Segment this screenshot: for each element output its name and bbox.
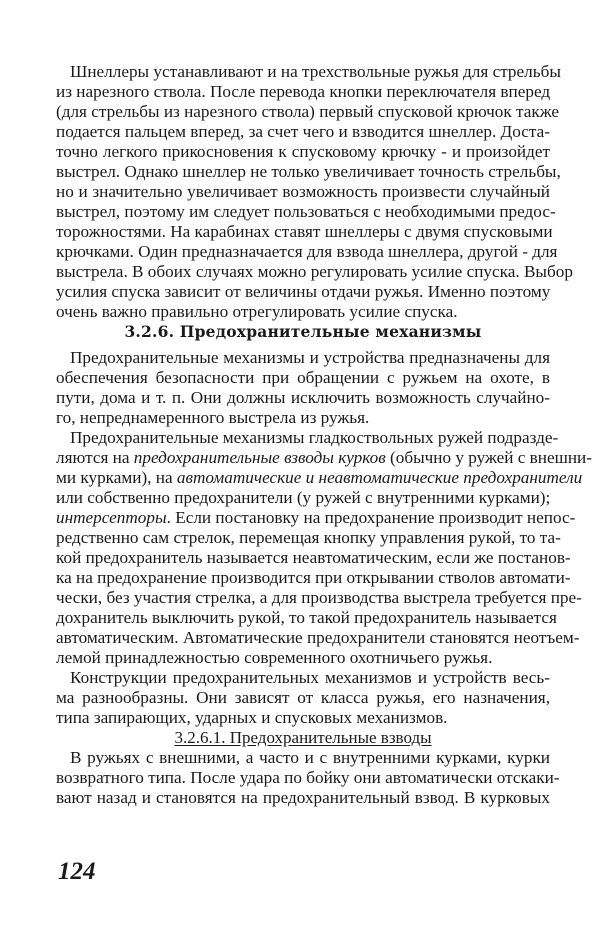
text-segment: Конструкции предохранительных механизмов и устройств весь- [70, 668, 550, 687]
text-segment: Предохранительные механизмы и устройства предназначены для [70, 348, 550, 367]
text-segment: обеспечения безопасности при обращении с ружьем на охоте, в [56, 368, 550, 387]
text-segment: редственно сам стрелок, перемещая кнопку управления рукой, то та- [56, 528, 561, 547]
text-segment: очень важно правильно отрегулировать усилие спуска. [56, 302, 458, 321]
text-segment: типа запирающих, ударных и спусковых механизмов. [56, 708, 448, 727]
text-line [56, 162, 561, 182]
text-segment: чески, без участия стрелка, а для производства выстрела требуется пре- [56, 588, 582, 607]
text-line [56, 122, 550, 142]
text-line [56, 528, 561, 548]
text-line [56, 708, 550, 728]
text-line [56, 182, 550, 202]
heading-text: 3.2.6.1. Предохранительные взводы [174, 728, 432, 747]
text-segment: дохранитель выключить рукой, то такой предохранитель называется [56, 608, 557, 627]
text-line [56, 668, 550, 688]
text-line [56, 368, 550, 388]
text-segment: или собственно предохранители (у ружей с внутренними курками); [56, 488, 551, 507]
text-segment: выстрел, поэтому им следует пользоваться с необходимыми предос- [56, 202, 556, 221]
text-segment: (для стрельбы из нарезного ствола) первый спусковой крючок также [56, 102, 559, 121]
text-segment: Шнеллеры устанавливают и на трехствольные ружья для стрельбы [70, 62, 561, 81]
text-line [56, 348, 550, 368]
text-line [56, 282, 550, 302]
page-number: 124 [58, 858, 96, 885]
text-segment: го, непреднамеренного выстрела из ружья. [56, 408, 370, 427]
text-segment: из нарезного ствола. После перевода кнопки переключателя вперед [56, 82, 551, 101]
text-line [56, 102, 559, 122]
text-segment: пути, дома и т. п. Они должны исключить возможность случайно- [56, 388, 550, 407]
text-line [56, 468, 583, 488]
text-line [56, 302, 550, 322]
section-heading [56, 322, 550, 342]
text-line [56, 568, 571, 588]
text-line [56, 62, 561, 82]
text-segment: выстрела. В обоих случаях можно регулировать усилие спуска. Выбор [56, 262, 573, 281]
text-line [56, 548, 571, 568]
text-line [56, 448, 592, 468]
text-line [56, 768, 560, 788]
text-line [56, 788, 550, 808]
text-line [56, 588, 582, 608]
text-line [56, 222, 553, 242]
text-line [56, 608, 557, 628]
text-segment: крючками. Один предназначается для взвода шнеллера, другой - для [56, 242, 558, 261]
text-line [56, 508, 576, 528]
text-line [56, 488, 550, 508]
text-segment: возвратного типа. После удара по бойку они автоматически отскаки- [56, 768, 560, 787]
paragraph [56, 748, 560, 808]
paragraph [56, 62, 573, 322]
italic-term: интерсепторы [56, 508, 167, 527]
paragraph [56, 668, 550, 728]
text-line [56, 82, 550, 102]
text-segment: ка на предохранение производится при открывании стволов автомати- [56, 568, 571, 587]
text-line [56, 262, 573, 282]
paragraph [56, 348, 550, 428]
text-segment: подается пальцем вперед, за счет чего и взводится шнеллер. Доста- [56, 122, 550, 141]
text-segment: торожностями. На карабинах ставят шнеллеры с двумя спусковыми [56, 222, 553, 241]
italic-term: предохранительные взводы курков [133, 448, 386, 467]
text-segment: ми курками), на [56, 468, 177, 487]
subsection-heading [56, 728, 550, 748]
text-segment: Предохранительные механизмы гладкоствольных ружей подразде- [70, 428, 559, 447]
text-segment: ма разнообразны. Они зависят от класса ружья, его назначения, [56, 688, 550, 707]
text-segment: усилия спуска зависит от величины отдачи ружья. Именно поэтому [56, 282, 551, 301]
text-segment: . Если постановку на предохранение производит непос- [166, 508, 576, 527]
text-segment: В ружьях с внешними, а часто и с внутренними курками, курки [70, 748, 550, 767]
italic-term: автоматические и неавтоматические предохранители [176, 468, 583, 487]
text-line [56, 408, 550, 428]
text-line [56, 242, 558, 262]
text-segment: вают назад и становятся на предохранительный взвод. В курковых [56, 788, 550, 807]
text-line [56, 428, 559, 448]
text-segment: кой предохранитель называется неавтоматическим, если же постанов- [56, 548, 571, 567]
text-line [56, 748, 550, 768]
text-segment: точно легкого прикосновения к спусковому крючку - и произойдет [56, 142, 550, 161]
text-segment: автоматическим. Автоматические предохранители становятся неотъем- [56, 628, 580, 647]
text-line [56, 142, 550, 162]
text-segment: ляются на [56, 448, 134, 467]
text-segment: лемой принадлежностью современного охотничьего ружья. [56, 648, 493, 667]
text-line [56, 202, 556, 222]
page-body [56, 62, 592, 808]
text-line [56, 688, 550, 708]
text-line [56, 648, 550, 668]
text-segment: (обычно у ружей с внешни- [385, 448, 592, 467]
text-line [56, 628, 580, 648]
text-segment: выстрел. Однако шнеллер не только увеличивает точность стрельбы, [56, 162, 561, 181]
heading-text: 3.2.6. Предохранительные механизмы [124, 322, 482, 341]
paragraph [56, 428, 592, 668]
text-line [56, 388, 550, 408]
text-segment: но и значительно увеличивает возможность произвести случайный [56, 182, 550, 201]
